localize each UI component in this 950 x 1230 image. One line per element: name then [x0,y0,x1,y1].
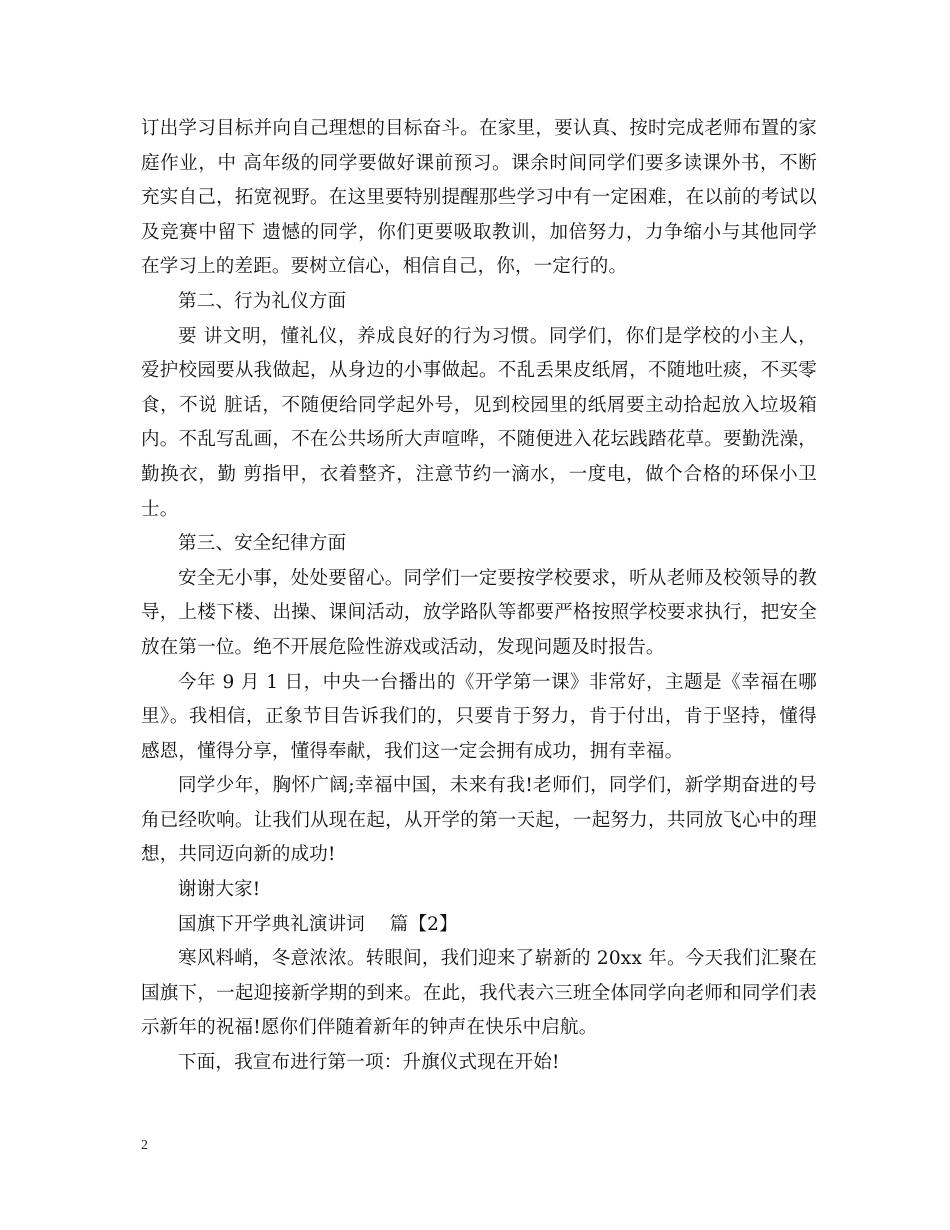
section-heading-etiquette: 第二、行为礼仪方面 [178,290,347,312]
paragraph-new-year: 寒风料峭，冬意浓浓。转眼间，我们迎来了崭新的 20xx 年。今天我们汇聚在国旗下，一起迎接新学期的到来。在此，我代表六三班全体同学向老师和同学们表示新年的祝福!愿你们伴随着新年的钟声在快乐中启航。 [141,948,817,1039]
paragraph-flag-ceremony: 下面，我宣布进行第一项：升旗仪式现在开始! [178,1052,560,1074]
paragraph-safety: 安全无小事，处处要留心。同学们一定要按学校要求，听从老师及校领导的教导，上楼下楼、出操、课间活动，放学路队等都要严格按照学校要求执行，把安全放在第一位。绝不开展危险性游戏或活动，发现问题及时报告。 [141,567,817,658]
paragraph-study-goals: 订出学习目标并向自己理想的目标奋斗。在家里，要认真、按时完成老师布置的家庭作业，中 高年级的同学要做好课前预习。课余时间同学们要多读课外书，不断充实自己，拓宽视野。在这里要特别提醒那些学习中有一定困难，在以前的考试以及竞赛中留下 遗憾的同学，你们更要吸取教训，加倍努力，力争缩小与其他同学在学习上的差距。要树立信心，相信自己，你，一定行的。 [141,118,817,278]
document-body [141,112,817,1081]
paragraph-first-lesson: 今年 9 月 1 日，中央一台播出的《开学第一课》非常好，主题是《幸福在哪里》。我相信，正象节目告诉我们的，只要肯于努力，肯于付出，肯于坚持，懂得感恩，懂得分享，懂得奉献，我们这一定会拥有成功，拥有幸福。 [141,671,817,762]
section-heading-safety: 第三、安全纪律方面 [178,533,347,555]
paragraph-etiquette: 要 讲文明，懂礼仪，养成良好的行为习惯。同学们，你们是学校的小主人，爱护校园要从我做起，从身边的小事做起。不乱丢果皮纸屑，不随地吐痰，不买零食，不说 脏话，不随便给同学起外号，见到校园里的纸屑要主动拾起放入垃圾箱内。不乱写乱画，不在公共场所大声喧哗，不随便进入花坛践踏花草。要勤洗澡，勤换衣，勤 剪指甲，衣着整齐，注意节约一滴水，一度电，做个合格的环保小卫士。 [141,325,817,520]
paragraph-encouragement: 同学少年，胸怀广阔;幸福中国，未来有我!老师们，同学们，新学期奋进的号角已经吹响。让我们从现在起，从开学的第一天起，一起努力，共同放飞心中的理想，共同迈向新的成功! [141,775,817,866]
page-number: 2 [141,1138,148,1153]
speech-title-part-2: 国旗下开学典礼演讲词 篇【2】 [178,913,458,935]
paragraph-thanks: 谢谢大家! [178,879,261,901]
